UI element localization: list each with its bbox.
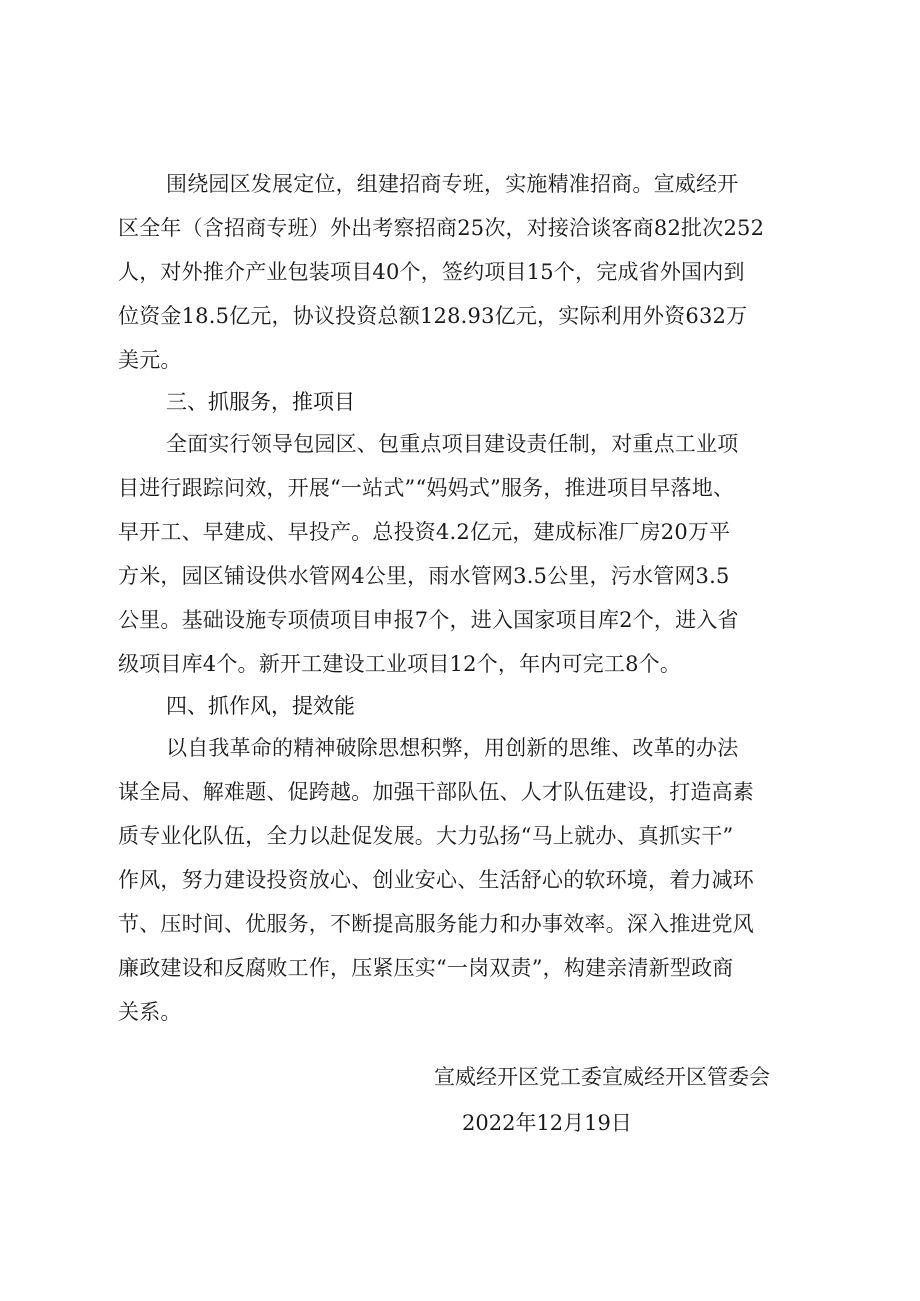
paragraph-1-line: 区全年（含招商专班）外出考察招商25次，对接洽谈客商82批次252 (118, 216, 765, 240)
paragraph-2-line: 早开工、早建成、早投产。总投资4.2亿元，建成标准厂房20万平 (118, 520, 731, 544)
paragraph-1-line: 美元。 (118, 348, 182, 372)
paragraph-3-line: 作风，努力建设投资放心、创业安心、生活舒心的软环境，着力减环 (118, 868, 754, 892)
signature-date: 2022年12月19日 (462, 1111, 632, 1135)
paragraph-3-line: 以自我革命的精神破除思想积弊，用创新的思维、改革的办法 (166, 736, 739, 760)
paragraph-1-line: 位资金18.5亿元，协议投资总额128.93亿元，实际利用外资632万 (118, 304, 748, 328)
paragraph-2-line: 级项目库4个。新开工建设工业项目12个，年内可完工8个。 (118, 652, 682, 676)
paragraph-1-line: 人，对外推介产业包装项目40个，签约项目15个，完成省外国内到 (118, 260, 745, 284)
paragraph-2-line: 目进行跟踪问效，开展“一站式”“妈妈式”服务，推进项目早落地、 (118, 476, 735, 500)
paragraph-1-line: 围绕园区发展定位，组建招商专班，实施精准招商。宣威经开 (166, 172, 739, 196)
paragraph-3-line: 质专业化队伍，全力以赴促发展。大力弘扬“马上就办、真抓实干” (118, 824, 734, 848)
paragraph-2-line: 全面实行领导包园区、包重点项目建设责任制，对重点工业项 (166, 432, 739, 456)
paragraph-2-line: 公里。基础设施专项债项目申报7个，进入国家项目库2个，进入省 (118, 608, 739, 632)
signature-organization: 宣威经开区党工委宣威经开区管委会 (434, 1065, 770, 1089)
section-heading-4: 四、抓作风，提效能 (166, 694, 355, 718)
paragraph-3-line: 廉政建设和反腐败工作，压紧压实“一岗双责”，构建亲清新型政商 (118, 956, 734, 980)
paragraph-3-line: 谋全局、解难题、促跨越。加强干部队伍、人才队伍建设，打造高素 (118, 780, 754, 804)
paragraph-2-line: 方米，园区铺设供水管网4公里，雨水管网3.5公里，污水管网3.5 (118, 564, 730, 588)
section-heading-3: 三、抓服务，推项目 (166, 390, 355, 414)
paragraph-3-line: 节、压时间、优服务，不断提高服务能力和办事效率。深入推进党风 (118, 912, 754, 936)
paragraph-3-line: 关系。 (118, 1000, 182, 1024)
